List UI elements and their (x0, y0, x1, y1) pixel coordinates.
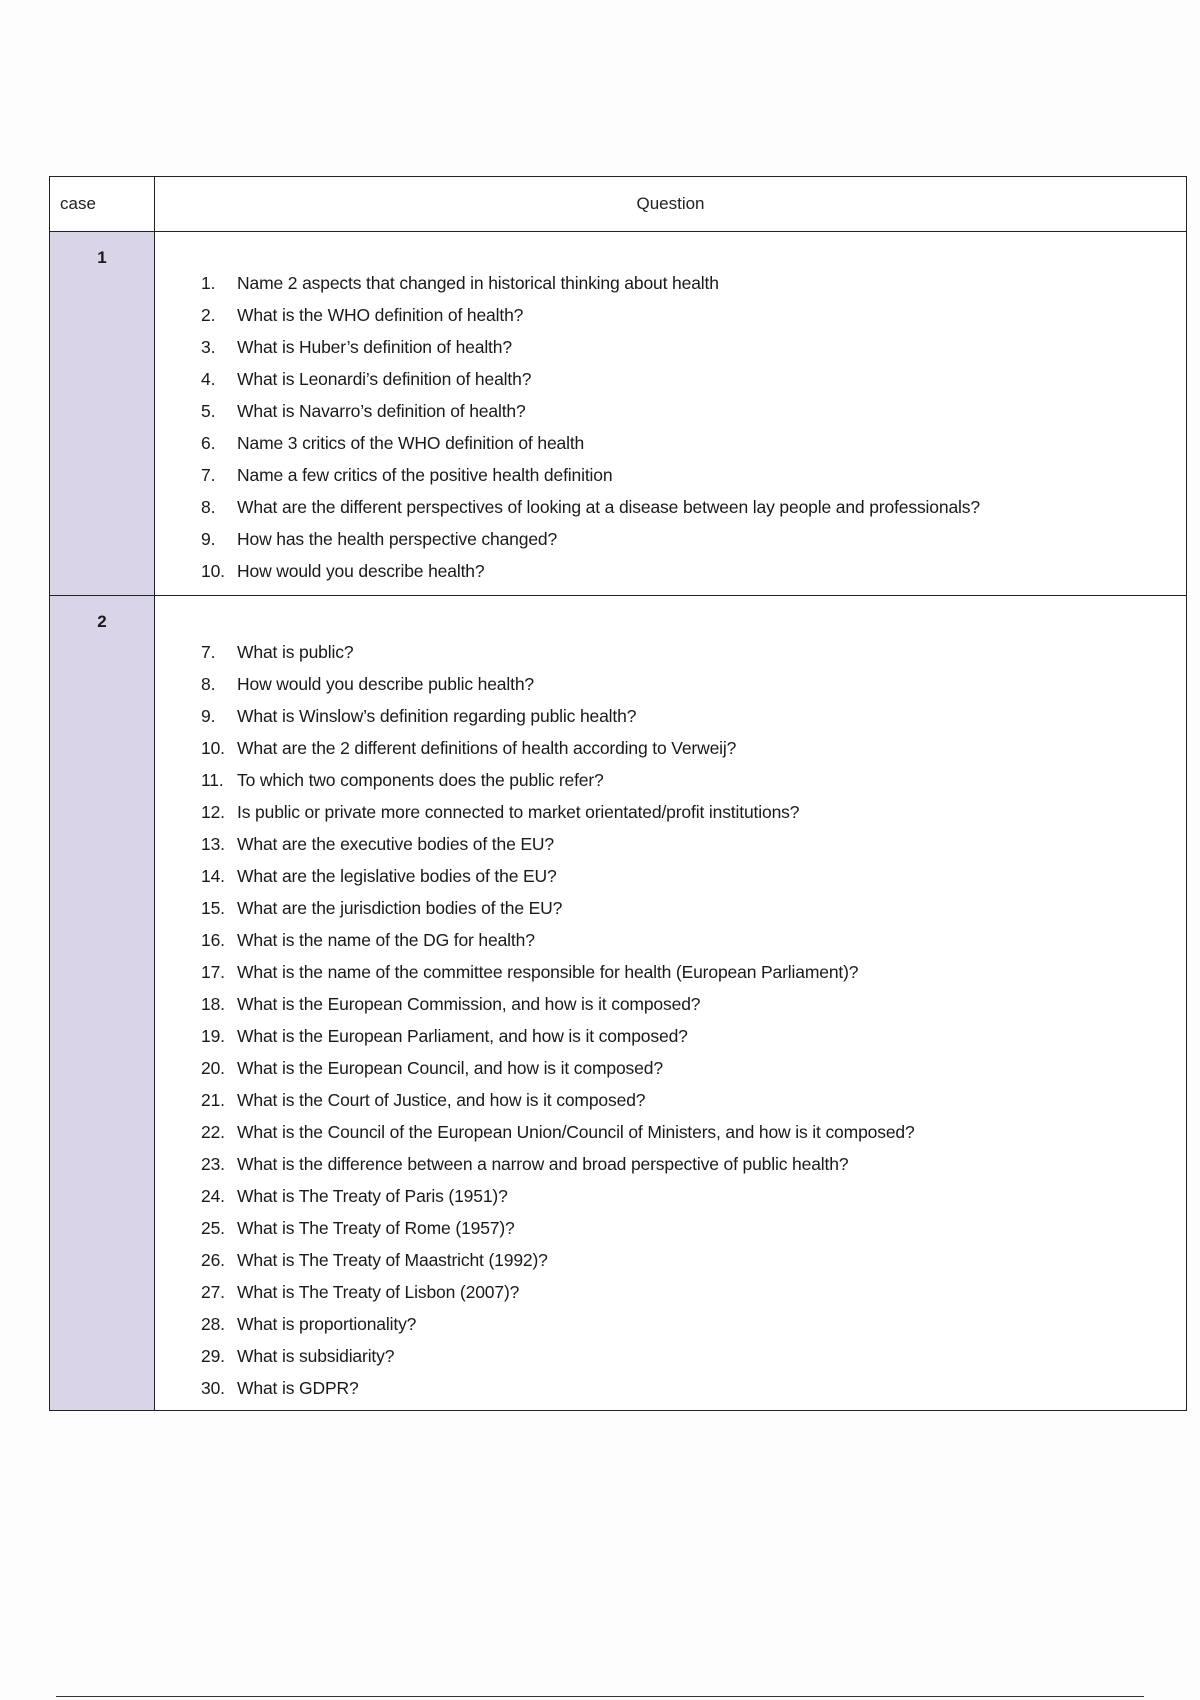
table-row (50, 232, 1187, 596)
list-item (155, 555, 1186, 587)
table-header-row (50, 177, 1187, 232)
question-text: What is Leonardi’s definition of health? (237, 369, 532, 389)
list-item (155, 1340, 1186, 1372)
list-item (155, 828, 1186, 860)
question-text: What is the difference between a narrow and broad perspective of public health? (237, 1154, 849, 1174)
question-number: 12. (201, 802, 225, 822)
question-number: 14. (201, 866, 225, 886)
questions-cell (155, 232, 1187, 596)
list-item (155, 892, 1186, 924)
list-item (155, 491, 1186, 523)
list-item (155, 1308, 1186, 1340)
questions-table (49, 176, 1187, 1411)
question-number: 13. (201, 834, 225, 854)
question-number: 4. (201, 369, 216, 389)
list-item (155, 331, 1186, 363)
question-number: 6. (201, 433, 216, 453)
list-item (155, 459, 1186, 491)
question-number: 3. (201, 337, 216, 357)
case-column-header: case (50, 177, 155, 232)
question-text: What is Navarro’s definition of health? (237, 401, 526, 421)
list-item (155, 988, 1186, 1020)
question-text: How would you describe public health? (237, 674, 534, 694)
table-row (50, 596, 1187, 1411)
list-item (155, 1244, 1186, 1276)
question-number: 26. (201, 1250, 225, 1270)
list-item (155, 395, 1186, 427)
question-text: Name 3 critics of the WHO definition of health (237, 433, 585, 453)
question-text: What are the 2 different definitions of health according to Verweij? (237, 738, 737, 758)
question-text: What is the name of the DG for health? (237, 930, 535, 950)
question-number: 1. (201, 273, 216, 293)
question-number: 11. (201, 770, 224, 790)
question-number: 22. (201, 1122, 225, 1142)
list-item (155, 796, 1186, 828)
list-item (155, 1212, 1186, 1244)
question-number: 17. (201, 962, 225, 982)
question-number: 16. (201, 930, 225, 950)
list-item (155, 1116, 1186, 1148)
list-item (155, 764, 1186, 796)
question-number: 8. (201, 674, 216, 694)
question-number: 21. (201, 1090, 225, 1110)
question-number: 5. (201, 401, 216, 421)
question-number: 24. (201, 1186, 225, 1206)
question-text: How would you describe health? (237, 561, 485, 581)
question-number: 27. (201, 1282, 225, 1302)
question-number: 8. (201, 497, 216, 517)
list-item (155, 1084, 1186, 1116)
list-item (155, 924, 1186, 956)
question-text: To which two components does the public refer? (237, 770, 604, 790)
question-list (155, 636, 1186, 1404)
question-number: 28. (201, 1314, 225, 1334)
question-text: What are the different perspectives of looking at a disease between lay people and professionals? (237, 497, 980, 517)
question-number: 9. (201, 706, 216, 726)
question-text: What is proportionality? (237, 1314, 417, 1334)
question-text: What is the European Parliament, and how is it composed? (237, 1026, 688, 1046)
question-text: What is Winslow’s definition regarding public health? (237, 706, 637, 726)
question-number: 30. (201, 1378, 225, 1398)
question-number: 10. (201, 738, 225, 758)
question-text: What is the Council of the European Union/Council of Ministers, and how is it composed? (237, 1122, 915, 1142)
list-item (155, 1052, 1186, 1084)
question-text: What is the Court of Justice, and how is it composed? (237, 1090, 646, 1110)
question-text: Is public or private more connected to market orientated/profit institutions? (237, 802, 800, 822)
question-text: What is Huber’s definition of health? (237, 337, 512, 357)
question-number: 2. (201, 305, 216, 325)
list-item (155, 1180, 1186, 1212)
question-text: What is the European Commission, and how is it composed? (237, 994, 701, 1014)
list-item (155, 1276, 1186, 1308)
list-item (155, 732, 1186, 764)
question-text: What is public? (237, 642, 354, 662)
question-number: 19. (201, 1026, 225, 1046)
question-text: What is the name of the committee responsible for health (European Parliament)? (237, 962, 859, 982)
question-number: 15. (201, 898, 225, 918)
question-number: 9. (201, 529, 216, 549)
question-text: What are the jurisdiction bodies of the EU? (237, 898, 563, 918)
list-item (155, 860, 1186, 892)
question-number: 7. (201, 642, 216, 662)
question-number: 10. (201, 561, 225, 581)
list-item (155, 363, 1186, 395)
list-item (155, 267, 1186, 299)
question-text: Name 2 aspects that changed in historical thinking about health (237, 273, 719, 293)
question-text: What is The Treaty of Paris (1951)? (237, 1186, 508, 1206)
question-text: What is The Treaty of Maastricht (1992)? (237, 1250, 548, 1270)
question-number: 18. (201, 994, 225, 1014)
list-item (155, 299, 1186, 331)
question-number: 29. (201, 1346, 225, 1366)
question-list (155, 267, 1186, 587)
question-text: What are the legislative bodies of the EU? (237, 866, 557, 886)
question-column-header: Question (155, 177, 1187, 232)
list-item (155, 956, 1186, 988)
list-item (155, 1020, 1186, 1052)
question-text: What are the executive bodies of the EU? (237, 834, 554, 854)
case-number: 2 (50, 596, 155, 1411)
question-number: 7. (201, 465, 216, 485)
question-number: 25. (201, 1218, 225, 1238)
question-text: What is GDPR? (237, 1378, 359, 1398)
question-text: What is subsidiarity? (237, 1346, 395, 1366)
question-text: How has the health perspective changed? (237, 529, 558, 549)
list-item (155, 1148, 1186, 1180)
list-item (155, 523, 1186, 555)
list-item (155, 668, 1186, 700)
list-item (155, 700, 1186, 732)
question-text: What is the European Council, and how is it composed? (237, 1058, 663, 1078)
case-number: 1 (50, 232, 155, 596)
question-text: What is The Treaty of Rome (1957)? (237, 1218, 515, 1238)
question-text: What is the WHO definition of health? (237, 305, 524, 325)
question-number: 20. (201, 1058, 225, 1078)
question-number: 23. (201, 1154, 225, 1174)
question-text: What is The Treaty of Lisbon (2007)? (237, 1282, 520, 1302)
list-item (155, 1372, 1186, 1404)
footer-divider (56, 1696, 1144, 1697)
question-text: Name a few critics of the positive health definition (237, 465, 613, 485)
questions-cell (155, 596, 1187, 1411)
list-item (155, 636, 1186, 668)
list-item (155, 427, 1186, 459)
